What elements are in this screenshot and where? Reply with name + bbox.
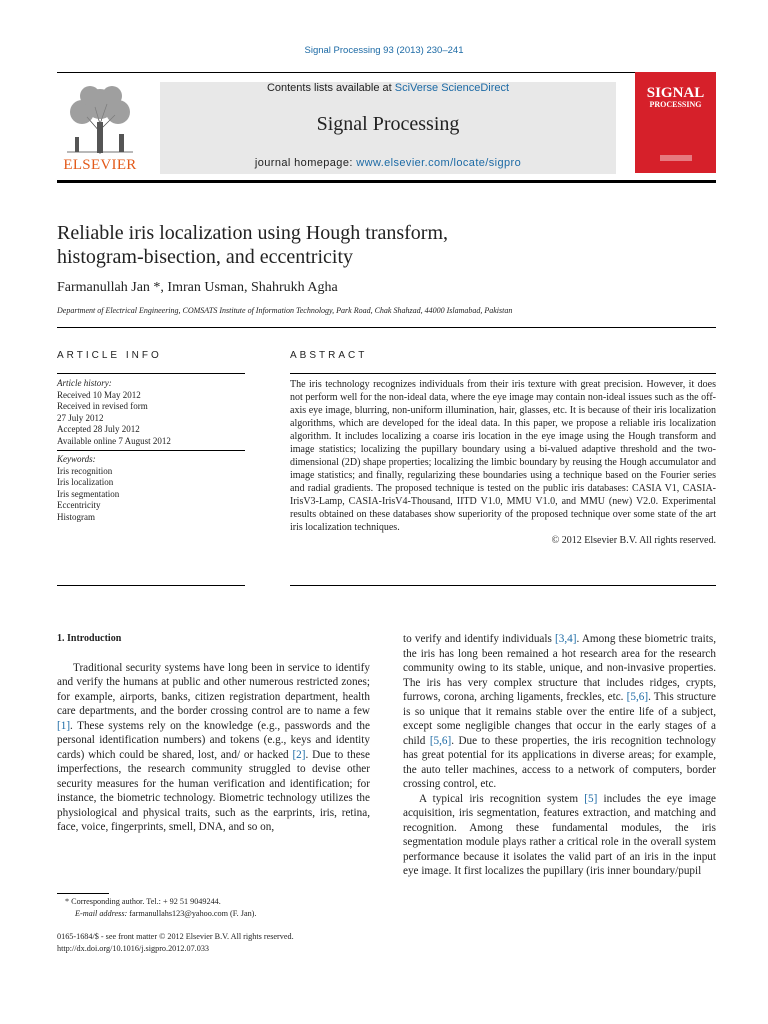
keyword-item: Iris localization (57, 477, 114, 487)
title-line-1: Reliable iris localization using Hough transform, (57, 222, 449, 244)
citation-link[interactable]: [3,4] (555, 633, 577, 645)
email-label: E-mail address: (75, 908, 128, 918)
history-item: 27 July 2012 (57, 412, 104, 423)
text-run: . This structure is so unique that it remains stable over the entire life of a subject, except some negligible changes that occur in the early stages of a child (403, 691, 716, 747)
left-column (57, 632, 370, 835)
text-run: . Among these biometric traits, the iris has long been remained a hot research area for the research community owing to its stable, unique, and non-invasive properties. The iris has very complex structure that includes ridges, crypts, furrows, corona, arching ligaments, freckles, etc. (403, 633, 717, 703)
header-bottom-rule (57, 180, 716, 183)
header-top-rule (57, 72, 716, 73)
article-info-rule (57, 373, 245, 374)
right-column (403, 632, 716, 879)
sciencedirect-link[interactable]: SciVerse ScienceDirect (394, 82, 510, 94)
text-run: includes the eye image acquisition, iris segmentation, features extraction, and matching and recognition. Among these fundamental modules, the iris segmentation module plays rather a critical role in the overall system performance because it isolates the valid part of an iris in the input eye image. It first localizes the pupillary (iris inner boundary/pupil (403, 792, 717, 877)
doi-link[interactable]: http://dx.doi.org/10.1016/j.sigpro.2012.07.033 (57, 943, 210, 953)
affiliation: Department of Electrical Engineering, COMSATS Institute of Information Technology, Park Road, Chak Shahzad, 44000 Islamabad, Pakistan (57, 306, 513, 315)
citation-link[interactable]: [5,6] (429, 734, 452, 747)
author-list: Farmanullah Jan *, Imran Usman, Shahrukh Agha (57, 280, 338, 295)
article-info (57, 378, 245, 523)
abstract-text: The iris technology recognizes individuals from their iris texture with great precision. However, it does not perform well for the non-ideal data, where the eye image may contain non-ideal issues such as the off-axis eye image, blurring, non-uniform illumination, hair, glasses, etc. It is because of their iris localization algorithms, which are developed for the ideal data. In this paper, we propose a reliable iris localization algorithm. It includes localizing a coarse iris location in the eye image using the Hough transform and image statistics; localizing the pupillary boundary using a bi-valued adaptive threshold and the two-dimensional (2D) shape properties; localizing the limbic boundary by reusing the Hough accumulator and image statistics; and finally, regularizing these boundaries using a technique based on the Fourier series and radial gradients. The proposed technique is tested on the public iris databases: CASIA V1, CASIA-IrisV3-Lamp, CASIA-IrisV4-Thousand, IITD V1.0, MMU V1.0, and MMU (new) V2.0. Experimental results obtained on these databases show superiority of the proposed technique over some state of the art iris localization techniques. (290, 379, 716, 533)
contents-line (160, 82, 616, 94)
elsevier-wordmark: ELSEVIER (63, 157, 137, 173)
contents-prefix: Contents lists available at (266, 82, 395, 94)
citation-link[interactable]: [2] (292, 748, 306, 761)
history-label: Article history: (57, 378, 112, 388)
abstract-copyright: © 2012 Elsevier B.V. All rights reserved. (551, 535, 716, 546)
paper-title (57, 221, 657, 269)
keyword-item: Iris segmentation (57, 488, 120, 499)
front-matter (57, 931, 370, 954)
cover-decoration (660, 155, 692, 161)
section-heading-introduction: 1. Introduction (57, 633, 122, 644)
citation-link[interactable]: [5] (584, 792, 598, 805)
homepage-line (160, 157, 616, 169)
abstract-heading: ABSTRACT (290, 350, 368, 361)
text-run: . Due to these properties, the iris recognition technology has great potential for its applications in diverse areas; for example, the auto teller machines, access to a network of computers, border crossing control, etc. (403, 734, 717, 790)
paragraph (403, 792, 716, 879)
homepage-prefix: journal homepage: (254, 157, 357, 169)
title-line-2: histogram-bisection, and eccentricity (57, 246, 354, 268)
text-run: A typical iris recognition system (419, 792, 585, 805)
history-item: Received in revised form (57, 401, 148, 411)
keyword-item: Iris recognition (57, 465, 113, 476)
corresponding-author-note: * Corresponding author. Tel.: + 92 51 9049244. (65, 897, 221, 906)
text-run: . Due to these imperfections, the research community struggled to devise other security measures for the human verification and identification; for instance, the biometric technology. Biometric technology utilizes the physiological and physical traits, such as the earprints, iris, retina, face, voice, fingerprints, smell, DNA, and so on, (57, 748, 370, 833)
citation-link[interactable]: [5,6] (626, 691, 649, 703)
abstract-rule (290, 373, 716, 374)
text-run: Traditional security systems have long been in service to identify and verify the humans at public and other numerous restricted zones; for example, airports, banks, citizen registration department, health care departments, and the border crossing control are to name a few (57, 661, 370, 717)
abstract-end-rule (290, 585, 716, 586)
article-info-end-rule (57, 585, 245, 586)
text-run: . These systems rely on the knowledge (e.g., passwords and the personal identification numbers) and tokens (e.g., keys and identity cards) which could be shared, lost, and/ or hacked (57, 719, 370, 761)
title-separator (57, 327, 716, 328)
journal-citation[interactable]: Signal Processing 93 (2013) 230–241 (304, 45, 464, 56)
footnote-rule (57, 893, 109, 894)
keywords-rule (57, 450, 245, 451)
history-item: Accepted 28 July 2012 (57, 424, 140, 434)
history-item: Received 10 May 2012 (57, 389, 141, 400)
email-address[interactable]: farmanullahs123@yahoo.com (F. Jan). (127, 908, 257, 918)
elsevier-tree-logo (57, 82, 143, 156)
abstract-body (290, 378, 716, 547)
paragraph (57, 661, 370, 835)
footnote (57, 896, 370, 919)
homepage-link[interactable]: www.elsevier.com/locate/sigpro (356, 157, 522, 169)
article-info-heading: ARTICLE INFO (57, 350, 162, 361)
cover-title-line1: SIGNAL (646, 85, 705, 101)
journal-title: Signal Processing (316, 113, 460, 135)
issn-line: 0165-1684/$ - see front matter © 2012 Elsevier B.V. All rights reserved. (57, 932, 294, 941)
paragraph (403, 632, 716, 792)
email-line (57, 908, 370, 920)
keywords-label: Keywords: (57, 454, 96, 464)
keyword-item: Histogram (57, 511, 95, 522)
cover-title-line2: PROCESSING (649, 100, 702, 109)
text-run: to verify and identify individuals (403, 633, 556, 645)
citation-link[interactable]: [1] (57, 719, 71, 732)
keyword-item: Eccentricity (57, 500, 101, 510)
history-item: Available online 7 August 2012 (57, 435, 171, 446)
cover-title (635, 86, 716, 109)
